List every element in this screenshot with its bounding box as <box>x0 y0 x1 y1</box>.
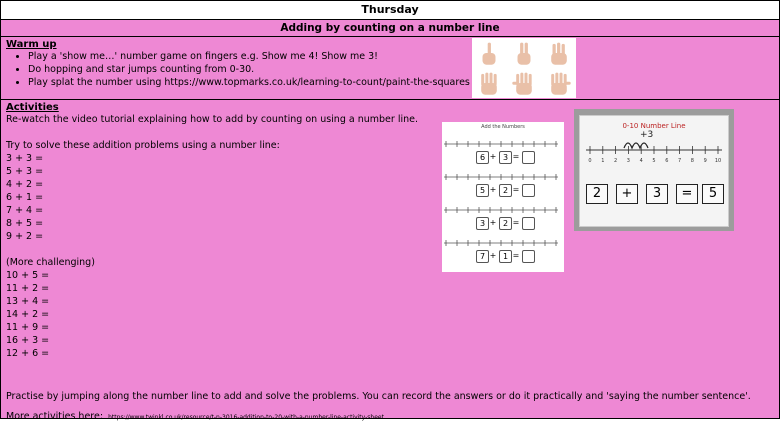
challenging-problem: 12 + 6 = <box>6 348 50 359</box>
number-line-tick-label: 7 <box>678 158 682 164</box>
problem: 5 + 3 = <box>6 166 44 177</box>
challenging-label: (More challenging) <box>6 257 95 268</box>
worksheet-plus: + <box>489 218 497 227</box>
worksheet-equals: = <box>512 218 520 227</box>
number-line-tick-label: 3 <box>626 158 630 164</box>
worksheet-addend: 2 <box>499 184 512 197</box>
more-activities-link[interactable]: https://www.twinkl.co.uk/resource/t-n-3016-addition-to-20-with-a-number-line-activity-sheet <box>108 414 384 421</box>
jump-arcs <box>624 143 648 148</box>
activities-instruction: Try to solve these addition problems using a number line: <box>6 140 280 151</box>
worksheet-row <box>442 204 564 234</box>
number-line-tick-label: 6 <box>665 158 669 164</box>
number-line-tick-label: 0 <box>588 158 592 164</box>
worksheet-row <box>442 237 564 267</box>
hand-one-icon <box>472 38 507 68</box>
practise-text: Practise by jumping along the number line to add and solve the problems. You can record the answers or do it practically and 'saying the number sentence'. <box>6 391 751 402</box>
number-line-tick-label: 8 <box>690 158 694 164</box>
equation-box: = <box>676 184 698 204</box>
warm-up-bullet: • Do hopping and star jumps counting from 0-30. <box>28 63 470 76</box>
equation-box: 5 <box>702 184 724 204</box>
worksheet-equals: = <box>512 251 520 260</box>
number-line-tick-label: 10 <box>714 158 722 164</box>
hand-three-icon <box>541 38 576 68</box>
worksheet-plus: + <box>489 185 497 194</box>
problem: 4 + 2 = <box>6 179 44 190</box>
warm-up-heading: Warm up <box>6 39 57 50</box>
hand-five-icon <box>507 68 542 98</box>
worksheet-plus: + <box>489 251 497 260</box>
problem: 9 + 2 = <box>6 231 44 242</box>
hand-four-icon <box>472 68 507 98</box>
worksheet-number-line <box>442 204 564 216</box>
problem: 8 + 5 = <box>6 218 44 229</box>
warm-up-bullet: • Play splat the number using https://www.topmarks.co.uk/learning-to-count/paint-the-squares <box>28 76 470 89</box>
equation-box: + <box>616 184 638 204</box>
challenging-problem: 10 + 5 = <box>6 270 50 281</box>
challenging-problem: 16 + 3 = <box>6 335 50 346</box>
lesson-title: Adding by counting on a number line <box>0 19 780 37</box>
number-line-tick-label: 2 <box>614 158 618 164</box>
challenging-problem: 11 + 2 = <box>6 283 50 294</box>
number-line-title: 0-10 Number Line <box>622 122 686 130</box>
number-line-tick-label: 9 <box>703 158 707 164</box>
worksheet-addend: 2 <box>499 217 512 230</box>
more-activities-label: More activities here: <box>6 411 104 422</box>
number-line-drawing <box>580 116 728 226</box>
worksheet-addend: 6 <box>476 151 489 164</box>
warm-up-list <box>6 50 470 89</box>
problem: 7 + 4 = <box>6 205 44 216</box>
number-line-tick-label: 1 <box>601 158 605 164</box>
worksheet-addend: 1 <box>499 250 512 263</box>
worksheet-row <box>442 138 564 168</box>
worksheet-addend: 3 <box>476 217 489 230</box>
activities-heading: Activities <box>6 102 59 113</box>
worksheet-number-line <box>442 237 564 249</box>
challenging-problem: 14 + 2 = <box>6 309 50 320</box>
problem: 6 + 1 = <box>6 192 44 203</box>
challenging-problem: 11 + 9 = <box>6 322 50 333</box>
activities-section <box>0 99 780 422</box>
number-line-tick-label: 4 <box>639 158 643 164</box>
jump-label: +3 <box>640 130 654 140</box>
day-title: Thursday <box>0 0 780 20</box>
equation-box: 2 <box>586 184 608 204</box>
worksheet-answer-box <box>522 184 535 197</box>
worksheet-title: Add the Numbers <box>481 124 525 130</box>
worksheet-equals: = <box>512 152 520 161</box>
worksheet-answer-box <box>522 151 535 164</box>
worksheet-row <box>442 171 564 201</box>
equation-box: 3 <box>646 184 668 204</box>
worksheet-addend: 3 <box>499 151 512 164</box>
number-line-tick-label: 5 <box>652 158 656 164</box>
hand-five-icon <box>541 68 576 98</box>
worksheet-addend: 5 <box>476 184 489 197</box>
number-line-photo <box>574 109 734 231</box>
problem: 3 + 3 = <box>6 153 44 164</box>
worksheet-equals: = <box>512 185 520 194</box>
worksheet-number-line <box>442 171 564 183</box>
hand-two-icon <box>507 38 542 68</box>
worksheet-plus: + <box>489 152 497 161</box>
worksheet-answer-box <box>522 217 535 230</box>
activities-intro: Re-watch the video tutorial explaining how to add by counting on using a number line. <box>6 114 418 125</box>
finger-counting-image <box>472 38 576 98</box>
worksheet-number-line <box>442 138 564 150</box>
worksheet-image <box>442 122 564 272</box>
worksheet-answer-box <box>522 250 535 263</box>
challenging-problem: 13 + 4 = <box>6 296 50 307</box>
number-line-paper <box>579 115 729 227</box>
warm-up-bullet: • Play a 'show me…' number game on fingers e.g. Show me 4! Show me 3! <box>28 50 470 63</box>
warm-up-section <box>0 36 780 100</box>
worksheet-addend: 7 <box>476 250 489 263</box>
